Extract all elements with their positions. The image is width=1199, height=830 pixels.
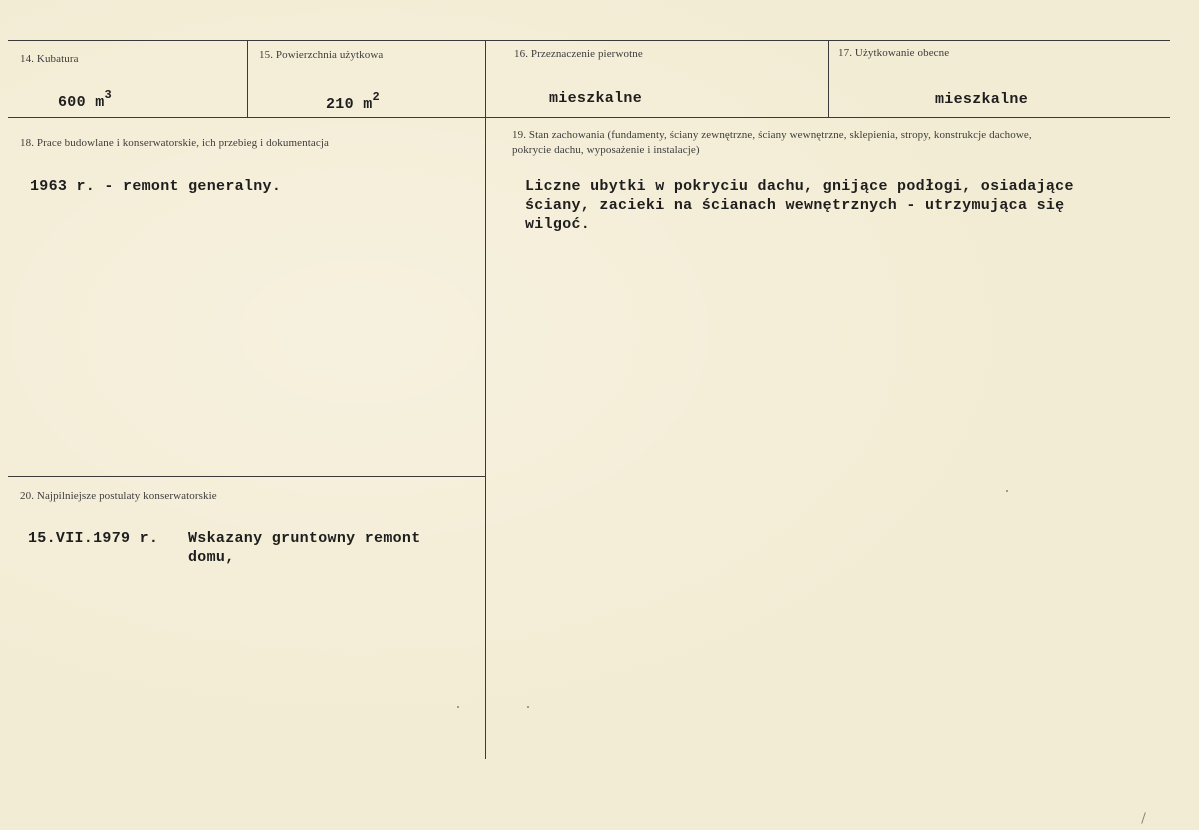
field-15-label: 15. Powierzchnia użytkowa (259, 49, 384, 61)
row1-bottom-rule (8, 117, 1170, 118)
field-19-label: 19. Stan zachowania (fundamenty, ściany zewnętrzne, ściany wewnętrzne, sklepienia, stropy, konstrukcje dachowe, pokrycie dachu, wyposażenie i instalacje) (512, 129, 1032, 156)
field-20-date: 15.VII.1979 r. (28, 530, 159, 547)
field-15-value (326, 88, 380, 114)
divider-14-15 (247, 41, 248, 117)
field-16-value: mieszkalne (549, 90, 643, 107)
field-18-label: 18. Prace budowlane i konserwatorskie, ich przebieg i dokumentacja (20, 137, 329, 149)
paper-speck (457, 706, 459, 708)
divider-15-16 (485, 41, 486, 759)
paper-speck (527, 706, 529, 708)
paper-speck (1141, 812, 1146, 824)
field-19-value: Liczne ubytki w pokryciu dachu, gnijące podłogi, osiadające ściany, zacieki na ścianach wewnętrznych - utrzymująca się wilgoć. (525, 178, 1084, 233)
field-16-label: 16. Przeznaczenie pierwotne (514, 48, 643, 60)
field-17-label: 17. Użytkowanie obecne (838, 47, 950, 59)
field-14-exponent: 3 (104, 88, 113, 102)
top-rule (8, 40, 1170, 41)
field-14-number: 600 m (58, 94, 105, 111)
field-14-label: 14. Kubatura (20, 53, 79, 65)
divider-16-17 (828, 41, 829, 117)
field-14-value (58, 86, 112, 112)
field-20-value: Wskazany gruntowny remont domu, (188, 530, 430, 566)
row2-left-bottom-rule (8, 476, 486, 477)
field-15-exponent: 2 (372, 90, 381, 104)
field-20-label: 20. Najpilniejsze postulaty konserwatorskie (20, 490, 217, 502)
paper-speck (1006, 490, 1008, 492)
field-15-number: 210 m (326, 96, 373, 113)
field-17-value: mieszkalne (935, 91, 1029, 108)
field-18-value: 1963 r. - remont generalny. (30, 178, 282, 195)
